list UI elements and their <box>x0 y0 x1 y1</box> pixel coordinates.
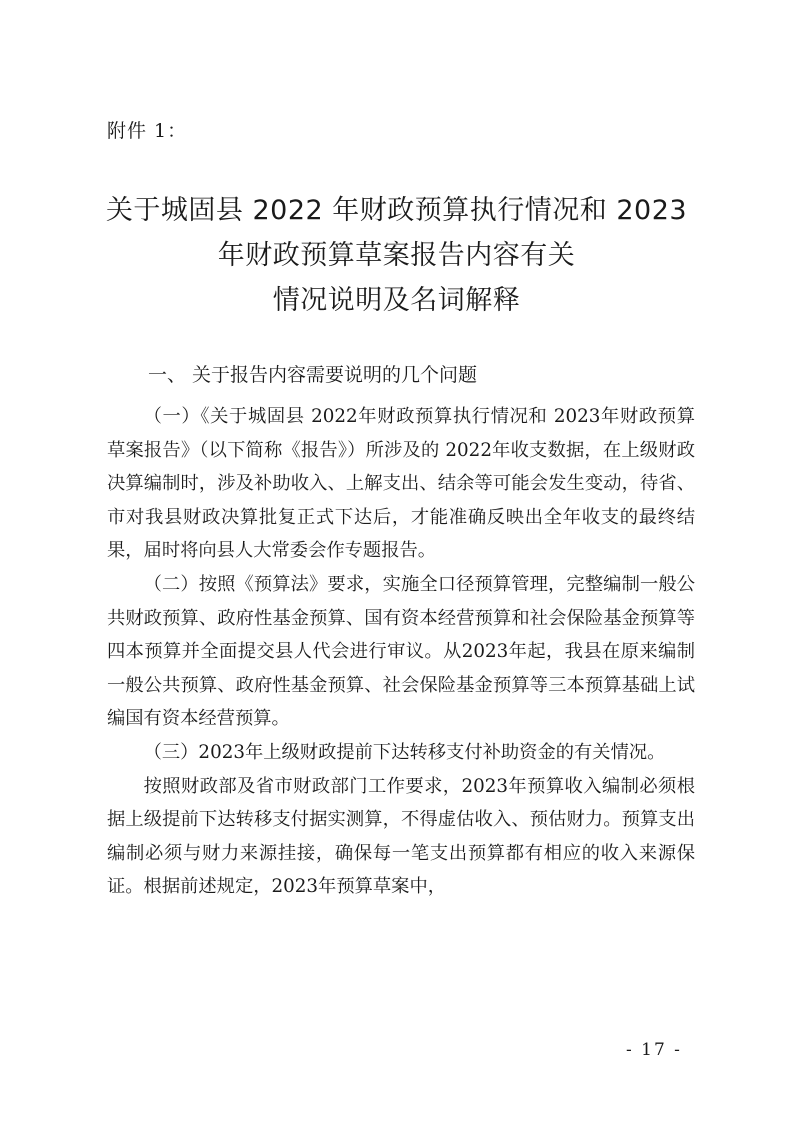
paragraph-1: （一）《关于城固县 2022年财政预算执行情况和 2023年财政预算草案报告》（以下简称《报告》）所涉及的 2022年收支数据，在上级财政决算编制时，涉及补助收入、上解支出、结余等可能会发生变动，待省、市对我县财政决算批复正式下达后，才能准确反映出全年收支的最终结果，届时将向县人大常委会作专题报告。 <box>107 406 695 562</box>
title-line-3: 情况说明及名词解释 <box>272 285 521 316</box>
title-line-2: 年财政预算草案报告内容有关 <box>217 240 576 271</box>
paragraph-2: （二）按照《预算法》要求，实施全口径预算管理，完整编制一般公共财政预算、政府性基金预算、国有资本经营预算和社会保险基金预算等四本预算并全面提交县人代会进行审议。从2023年起，我县在原来编制一般公共预算、政府性基金预算、社会保险基金预算等三本预算基础上试编国有资本经营预算。 <box>107 573 695 730</box>
paragraph-3: （三）2023年上级财政提前下达转移支付补助资金的有关情况。 <box>143 741 666 763</box>
document-body <box>107 400 695 904</box>
paragraph-4: 按照财政部及省市财政部门工作要求，2023年预算收入编制必须根据上级提前下达转移支付据实测算，不得虚估收入、预估财力。预算支出编制必须与财力来源挂接，确保每一笔支出预算都有相应的收入来源保证。根据前述规定，2023年预算草案中， <box>107 775 695 898</box>
title-line-1: 关于城固县 2022 年财政预算执行情况和 2023 <box>105 195 688 226</box>
page-number: - 17 - <box>626 1040 682 1060</box>
section-heading: 一、 关于报告内容需要说明的几个问题 <box>148 364 478 386</box>
attachment-label: 附件 1： <box>107 120 188 142</box>
document-title <box>80 188 713 323</box>
